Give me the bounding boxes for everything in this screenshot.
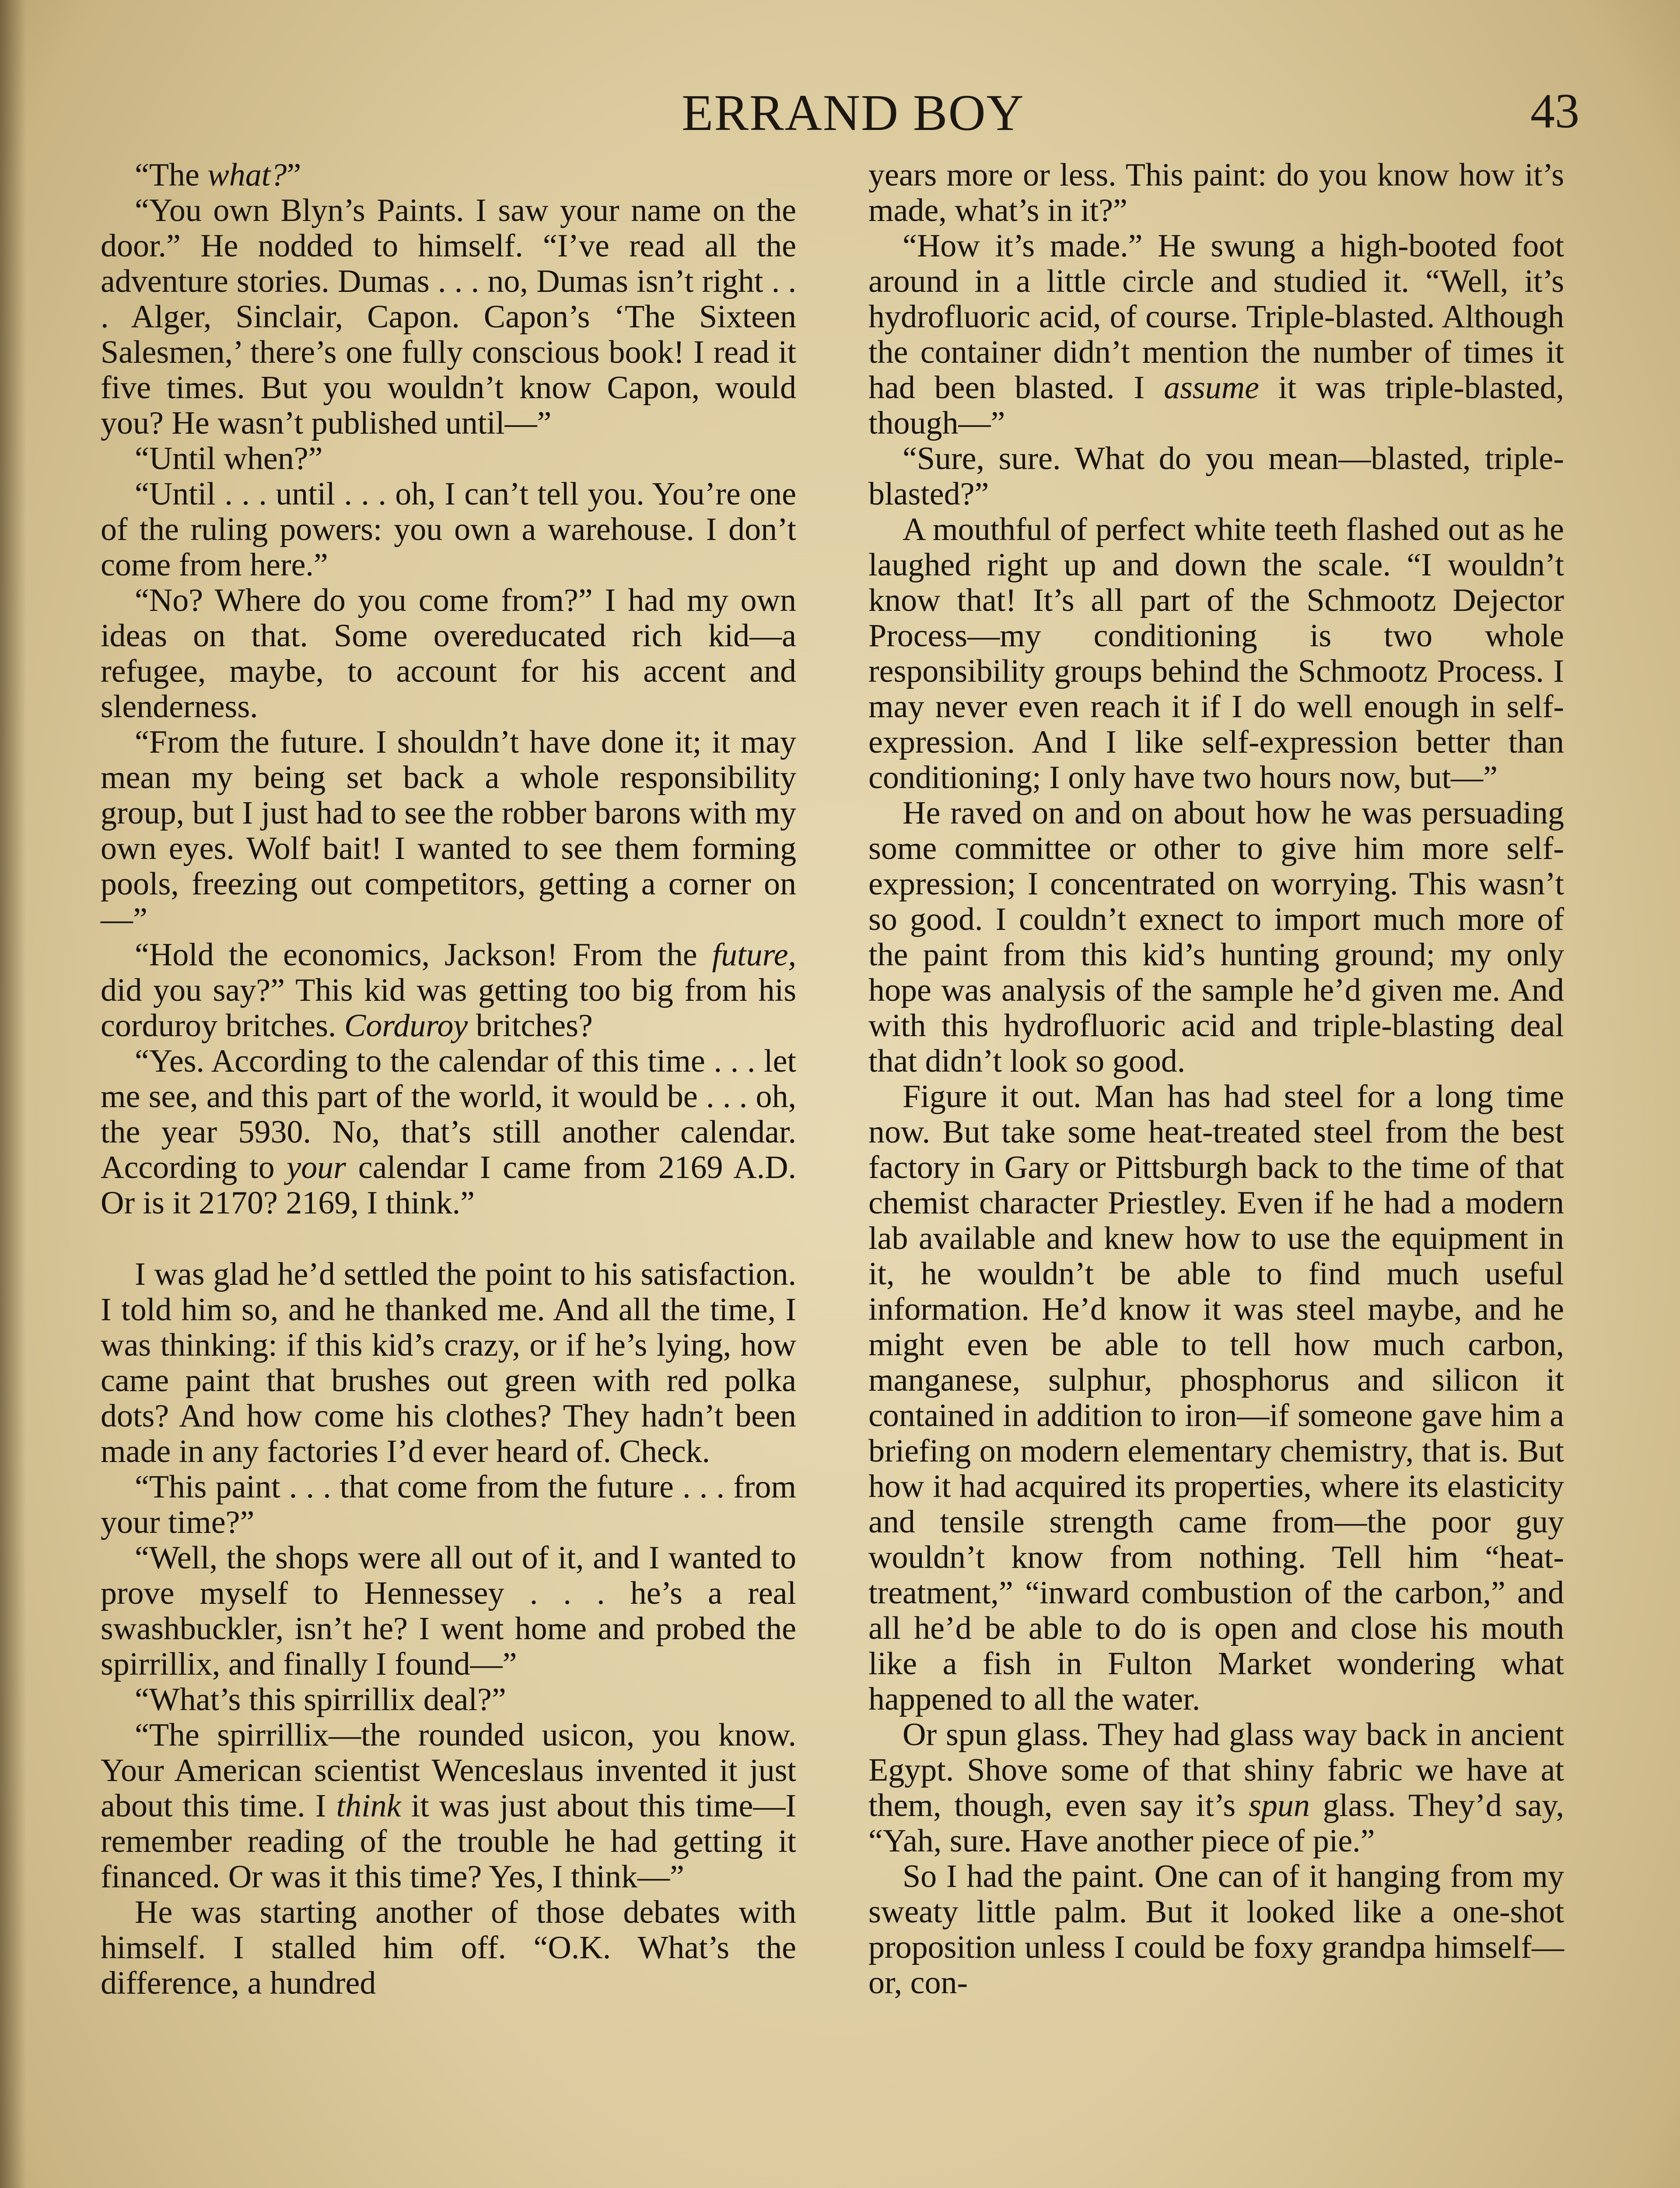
paragraph: A mouthful of perfect white teeth flashed out as he laughed right up and down the scale. “I wouldn’t know that! It’s all part of the Schmootz Dejector Process—my conditioning is two whole responsibility groups behind the Schmootz Process. I may never even reach it if I do well enough in self-expression. And I like self-expression better than conditioning; I only have two hours now, but—” <box>868 512 1564 796</box>
paragraph: “The what?” <box>135 157 301 193</box>
right-text-column <box>868 158 1564 2001</box>
page-header <box>0 83 1680 149</box>
paragraph: Or spun glass. They had glass way back in ancient Egypt. Shove some of that shiny fabric we have at them, though, even say it’s spun glass. They’d say, “Yah, sure. Have another piece of pie.” <box>868 1717 1564 1859</box>
paragraph: “What’s this spirrillix deal?” <box>135 1682 506 1718</box>
paragraph: He raved on and on about how he was persuading some committee or other to give him more self-expression; I concentrated on worrying. This wasn’t so good. I couldn’t exnect to import much more of the paint from this kid’s hunting ground; my only hope was analysis of the sample he’d given me. And with this hydrofluoric acid and triple-blasting deal that didn’t look so good. <box>868 795 1564 1079</box>
paragraph: “How it’s made.” He swung a high-booted foot around in a little circle and studied it. “Well, it’s hydrofluoric acid, of course. Triple-blasted. Although the container didn’t mention the number of times it had been blasted. I assume it was triple-blasted, though—” <box>868 228 1564 441</box>
paragraph: “This paint . . . that come from the future . . . from your time?” <box>101 1469 796 1540</box>
paragraph: “Hold the economics, Jackson! From the future, did you say?” This kid was getting too big from his corduroy britches. Corduroy britches? <box>101 937 796 1044</box>
running-title: ERRAND BOY <box>682 84 1025 141</box>
paragraph: years more or less. This paint: do you know how it’s made, what’s in it?” <box>868 157 1564 228</box>
paragraph: “Yes. According to the calendar of this time . . . let me see, and this part of the world, it would be . . . oh, the year 5930. No, that’s still another calendar. According to your calendar I came from 2169 A.D. Or is it 2170? 2169, I think.” <box>101 1043 796 1221</box>
paragraph: “Until . . . until . . . oh, I can’t tell you. You’re one of the ruling powers: you own a warehouse. I don’t come from here.” <box>101 476 796 583</box>
paragraph: So I had the paint. One can of it hanging from my sweaty little palm. But it looked like a one-shot proposition unless I could be foxy grandpa himself—or, con- <box>868 1858 1564 2001</box>
left-text-column <box>101 158 796 2001</box>
paragraph: Figure it out. Man has had steel for a long time now. But take some heat-treated steel from the best factory in Gary or Pittsburgh back to the time of that chemist character Priestley. Even if he had a modern lab available and knew how to use the equipment in it, he wouldn’t be able to find much useful information. He’d know it was steel maybe, and he might even be able to tell how much carbon, manganese, sulphur, phosphorus and silicon it contained in addition to iron—if someone gave him a briefing on modern elementary chemistry, that is. But how it had acquired its properties, where its elasticity and tensile strength came from—the poor guy wouldn’t know from nothing. Tell him “heat-treatment,” “inward combustion of the carbon,” and all he’d be able to do is open and close his mouth like a fish in Fulton Market wondering what happened to all the water. <box>868 1079 1564 1717</box>
paragraph: “Well, the shops were all out of it, and I wanted to prove myself to Hennessey . . . he’s a real swashbuckler, isn’t he? I went home and probed the spirrillix, and finally I found—” <box>101 1540 796 1682</box>
page-number: 43 <box>1530 84 1579 138</box>
paragraph: He was starting another of those debates with himself. I stalled him off. “O.K. What’s the difference, a hundred <box>101 1894 796 2001</box>
paragraph: I was glad he’d settled the point to his satisfaction. I told him so, and he thanked me. And all the time, I was thinking: if this kid’s crazy, or if he’s lying, how came paint that brushes out green with red polka dots? And how come his clothes? They hadn’t been made in any factories I’d ever heard of. Check. <box>101 1256 796 1469</box>
paragraph: “Until when?” <box>135 441 323 477</box>
paragraph: “The spirrillix—the rounded usicon, you know. Your American scientist Wenceslaus invented it just about this time. I think it was just about this time—I remember reading of the trouble he had getting it financed. Or was it this time? Yes, I think—” <box>101 1717 796 1895</box>
paragraph: “No? Where do you come from?” I had my own ideas on that. Some overeducated rich kid—a refugee, maybe, to account for his accent and slenderness. <box>101 582 796 725</box>
paragraph: “Sure, sure. What do you mean—blasted, triple-blasted?” <box>868 441 1564 512</box>
paragraph: “You own Blyn’s Paints. I saw your name on the door.” He nodded to himself. “I’ve read all the adventure stories. Dumas . . . no, Dumas isn’t right . . . Alger, Sinclair, Capon. Capon’s ‘The Sixteen Salesmen,’ there’s one fully conscious book! I read it five times. But you wouldn’t know Capon, would you? He wasn’t published until—” <box>101 193 796 441</box>
gutter-shadow <box>0 0 26 2188</box>
paragraph: “From the future. I shouldn’t have done it; it may mean my being set back a whole responsibility group, but I just had to see the robber barons with my own eyes. Wolf bait! I wanted to see them forming pools, freezing out competitors, getting a corner on—” <box>101 724 796 937</box>
